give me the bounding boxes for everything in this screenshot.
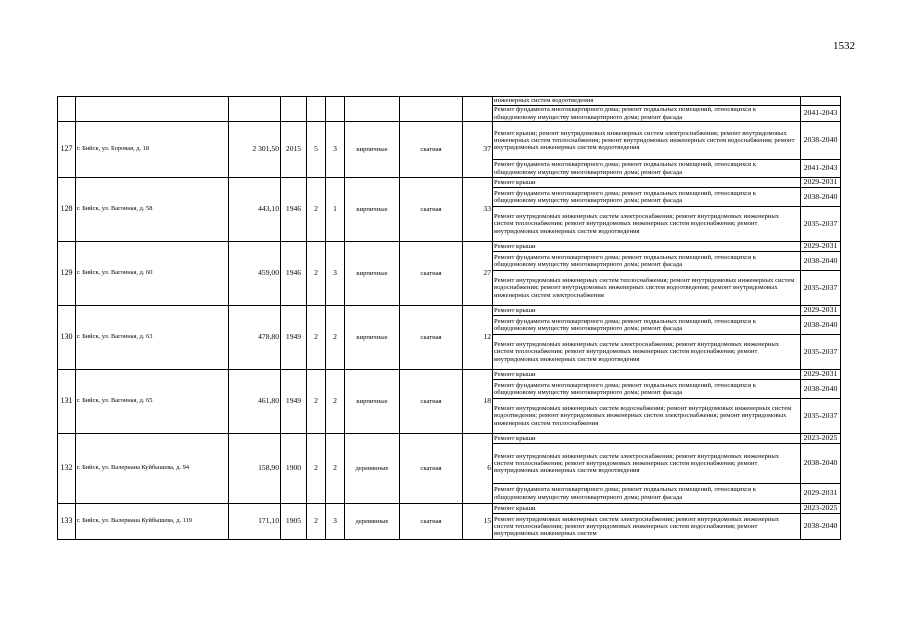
work-description: Ремонт крыши: [493, 178, 801, 188]
floors-count: 2: [307, 370, 326, 434]
work-description: Ремонт крыши; ремонт внутридомовых инженерных систем электроснабжения; ремонт внутридомовых инженерных систем теплоснабжения; ремонт внутридомовых инженерных систем водоснабжения; ремонт внутридомовых инженерных систем водоотведения: [493, 122, 801, 160]
work-period: 2035-2037: [801, 399, 841, 434]
work-description: Ремонт фундамента многоквартирного дома; ремонт подвальных помещений, относящихся к общедомовому имуществу многоквартирного дома; ремонт фасада: [493, 106, 801, 122]
work-description: Ремонт крыши: [493, 242, 801, 252]
apartments-count: 6: [463, 434, 493, 504]
work-period: 2038-2040: [801, 252, 841, 271]
work-description: Ремонт внутридомовых инженерных систем электроснабжения; ремонт внутридомовых инженерных систем теплоснабжения; ремонт внутридомовых инженерных систем водоснабжения; ремонт внутридомовых инженерных систем водоотведения: [493, 444, 801, 484]
roof-type: скатная: [400, 306, 463, 370]
house-address: г. Бийск, ул. Боровая, д. 18: [76, 122, 229, 178]
floors-count: 2: [307, 434, 326, 504]
empty-cell: [463, 97, 493, 122]
house-address: г. Бийск, ул. Вагонная, д. 65: [76, 370, 229, 434]
entrances-count: 3: [326, 122, 345, 178]
entrances-count: 3: [326, 504, 345, 540]
row-number: 128: [58, 178, 76, 242]
apartments-count: 15: [463, 504, 493, 540]
roof-type: скатная: [400, 178, 463, 242]
empty-cell: [326, 97, 345, 122]
empty-cell: [281, 97, 307, 122]
work-period: 2038-2040: [801, 380, 841, 399]
page-number: 1532: [833, 40, 855, 52]
apartments-count: 33: [463, 178, 493, 242]
house-area: 158,90: [229, 434, 281, 504]
table-row: [58, 178, 841, 188]
work-period: 2038-2040: [801, 444, 841, 484]
roof-type: скатная: [400, 434, 463, 504]
apartments-count: 12: [463, 306, 493, 370]
work-description: Ремонт внутридомовых инженерных систем электроснабжения; ремонт внутридомовых инженерных систем теплоснабжения; ремонт внутридомовых инженерных систем водоснабжения; ремонт внутридомовых инженерных систем водоотведения: [493, 207, 801, 242]
floors-count: 2: [307, 178, 326, 242]
table-body: [58, 97, 841, 540]
work-description: Ремонт крыши: [493, 370, 801, 380]
row-number: 127: [58, 122, 76, 178]
wall-material: деревянные: [345, 434, 400, 504]
table-row: [58, 242, 841, 252]
work-period: 2023-2025: [801, 434, 841, 444]
work-period: 2029-2031: [801, 242, 841, 252]
house-area: 2 301,50: [229, 122, 281, 178]
house-area: 171,10: [229, 504, 281, 540]
roof-type: скатная: [400, 242, 463, 306]
build-year: 1946: [281, 242, 307, 306]
roof-type: скатная: [400, 370, 463, 434]
wall-material: кирпичные: [345, 306, 400, 370]
work-description: Ремонт фундамента многоквартирного дома; ремонт подвальных помещений, относящихся к общедомовому имуществу многоквартирного дома; ремонт фасада: [493, 484, 801, 504]
repair-schedule-table: [57, 96, 841, 540]
table-row: [58, 122, 841, 160]
work-description: Ремонт фундамента многоквартирного дома; ремонт подвальных помещений, относящихся к общедомовому имуществу многоквартирного дома; ремонт фасада: [493, 316, 801, 335]
work-period: 2038-2040: [801, 514, 841, 540]
work-description: Ремонт крыши: [493, 434, 801, 444]
floors-count: 2: [307, 306, 326, 370]
work-period: 2038-2040: [801, 188, 841, 207]
work-description: Ремонт внутридомовых инженерных систем теплоснабжения; ремонт внутридомовых инженерных систем водоснабжения; ремонт внутридомовых инженерных систем водоотведения; ремонт внутридомовых инженерных систем электроснабжения: [493, 271, 801, 306]
build-year: 1949: [281, 306, 307, 370]
work-period: 2038-2040: [801, 316, 841, 335]
house-address: г. Бийск, ул. Вагонная, д. 60: [76, 242, 229, 306]
apartments-count: 27: [463, 242, 493, 306]
empty-cell: [307, 97, 326, 122]
work-period: 2029-2031: [801, 178, 841, 188]
apartments-count: 18: [463, 370, 493, 434]
table-row: [58, 434, 841, 444]
empty-cell: [345, 97, 400, 122]
empty-cell: [229, 97, 281, 122]
entrances-count: 1: [326, 178, 345, 242]
build-year: 1900: [281, 434, 307, 504]
table-row: [58, 504, 841, 514]
house-area: 459,00: [229, 242, 281, 306]
build-year: 1905: [281, 504, 307, 540]
entrances-count: 2: [326, 370, 345, 434]
row-number: 132: [58, 434, 76, 504]
floors-count: 2: [307, 242, 326, 306]
table-row: [58, 306, 841, 316]
house-address: г. Бийск, ул. Валериана Куйбышева, д. 119: [76, 504, 229, 540]
wall-material: кирпичные: [345, 178, 400, 242]
entrances-count: 2: [326, 434, 345, 504]
work-period: [801, 97, 841, 106]
house-area: 478,80: [229, 306, 281, 370]
build-year: 2015: [281, 122, 307, 178]
apartments-count: 37: [463, 122, 493, 178]
empty-cell: [58, 97, 76, 122]
build-year: 1949: [281, 370, 307, 434]
work-description: Ремонт крыши: [493, 306, 801, 316]
row-number: 130: [58, 306, 76, 370]
work-period: 2029-2031: [801, 306, 841, 316]
roof-type: скатная: [400, 504, 463, 540]
wall-material: кирпичные: [345, 370, 400, 434]
house-area: 461,80: [229, 370, 281, 434]
floors-count: 5: [307, 122, 326, 178]
wall-material: кирпичные: [345, 122, 400, 178]
house-area: 443,10: [229, 178, 281, 242]
work-period: 2023-2025: [801, 504, 841, 514]
entrances-count: 2: [326, 306, 345, 370]
house-address: г. Бийск, ул. Валериана Куйбышева, д. 94: [76, 434, 229, 504]
work-period: 2041-2043: [801, 160, 841, 178]
empty-cell: [400, 97, 463, 122]
roof-type: скатная: [400, 122, 463, 178]
work-period: 2035-2037: [801, 335, 841, 370]
work-period: 2029-2031: [801, 484, 841, 504]
work-description: инженерных систем водоотведения: [493, 97, 801, 106]
table-row: [58, 370, 841, 380]
table-row: [58, 97, 841, 106]
build-year: 1946: [281, 178, 307, 242]
row-number: 131: [58, 370, 76, 434]
work-description: Ремонт внутридомовых инженерных систем водоснабжения; ремонт внутридомовых инженерных систем водоотведения; ремонт внутридомовых инженерных систем электроснабжения; ремонт внутридомовых инженерных систем теплоснабжения: [493, 399, 801, 434]
wall-material: кирпичные: [345, 242, 400, 306]
empty-cell: [76, 97, 229, 122]
work-description: Ремонт внутридомовых инженерных систем электроснабжения; ремонт внутридомовых инженерных систем теплоснабжения; ремонт внутридомовых инженерных систем водоснабжения; ремонт внутридомовых инженерных систем: [493, 514, 801, 540]
floors-count: 2: [307, 504, 326, 540]
house-address: г. Бийск, ул. Вагонная, д. 58: [76, 178, 229, 242]
work-period: 2029-2031: [801, 370, 841, 380]
row-number: 133: [58, 504, 76, 540]
house-address: г. Бийск, ул. Вагонная, д. 63: [76, 306, 229, 370]
work-period: 2041-2043: [801, 106, 841, 122]
work-period: 2035-2037: [801, 207, 841, 242]
work-description: Ремонт крыши: [493, 504, 801, 514]
work-description: Ремонт внутридомовых инженерных систем электроснабжения; ремонт внутридомовых инженерных систем теплоснабжения; ремонт внутридомовых инженерных систем водоснабжения; ремонт внутридомовых инженерных систем водоотведения: [493, 335, 801, 370]
work-description: Ремонт фундамента многоквартирного дома; ремонт подвальных помещений, относящихся к общедомовому имуществу многоквартирного дома; ремонт фасада: [493, 252, 801, 271]
wall-material: деревянные: [345, 504, 400, 540]
work-description: Ремонт фундамента многоквартирного дома; ремонт подвальных помещений, относящихся к общедомовому имуществу многоквартирного дома; ремонт фасада: [493, 380, 801, 399]
work-period: 2035-2037: [801, 271, 841, 306]
work-description: Ремонт фундамента многоквартирного дома; ремонт подвальных помещений, относящихся к общедомовому имуществу многоквартирного дома; ремонт фасада: [493, 188, 801, 207]
entrances-count: 3: [326, 242, 345, 306]
work-description: Ремонт фундамента многоквартирного дома; ремонт подвальных помещений, относящихся к общедомовому имуществу многоквартирного дома; ремонт фасада: [493, 160, 801, 178]
row-number: 129: [58, 242, 76, 306]
work-period: 2038-2040: [801, 122, 841, 160]
